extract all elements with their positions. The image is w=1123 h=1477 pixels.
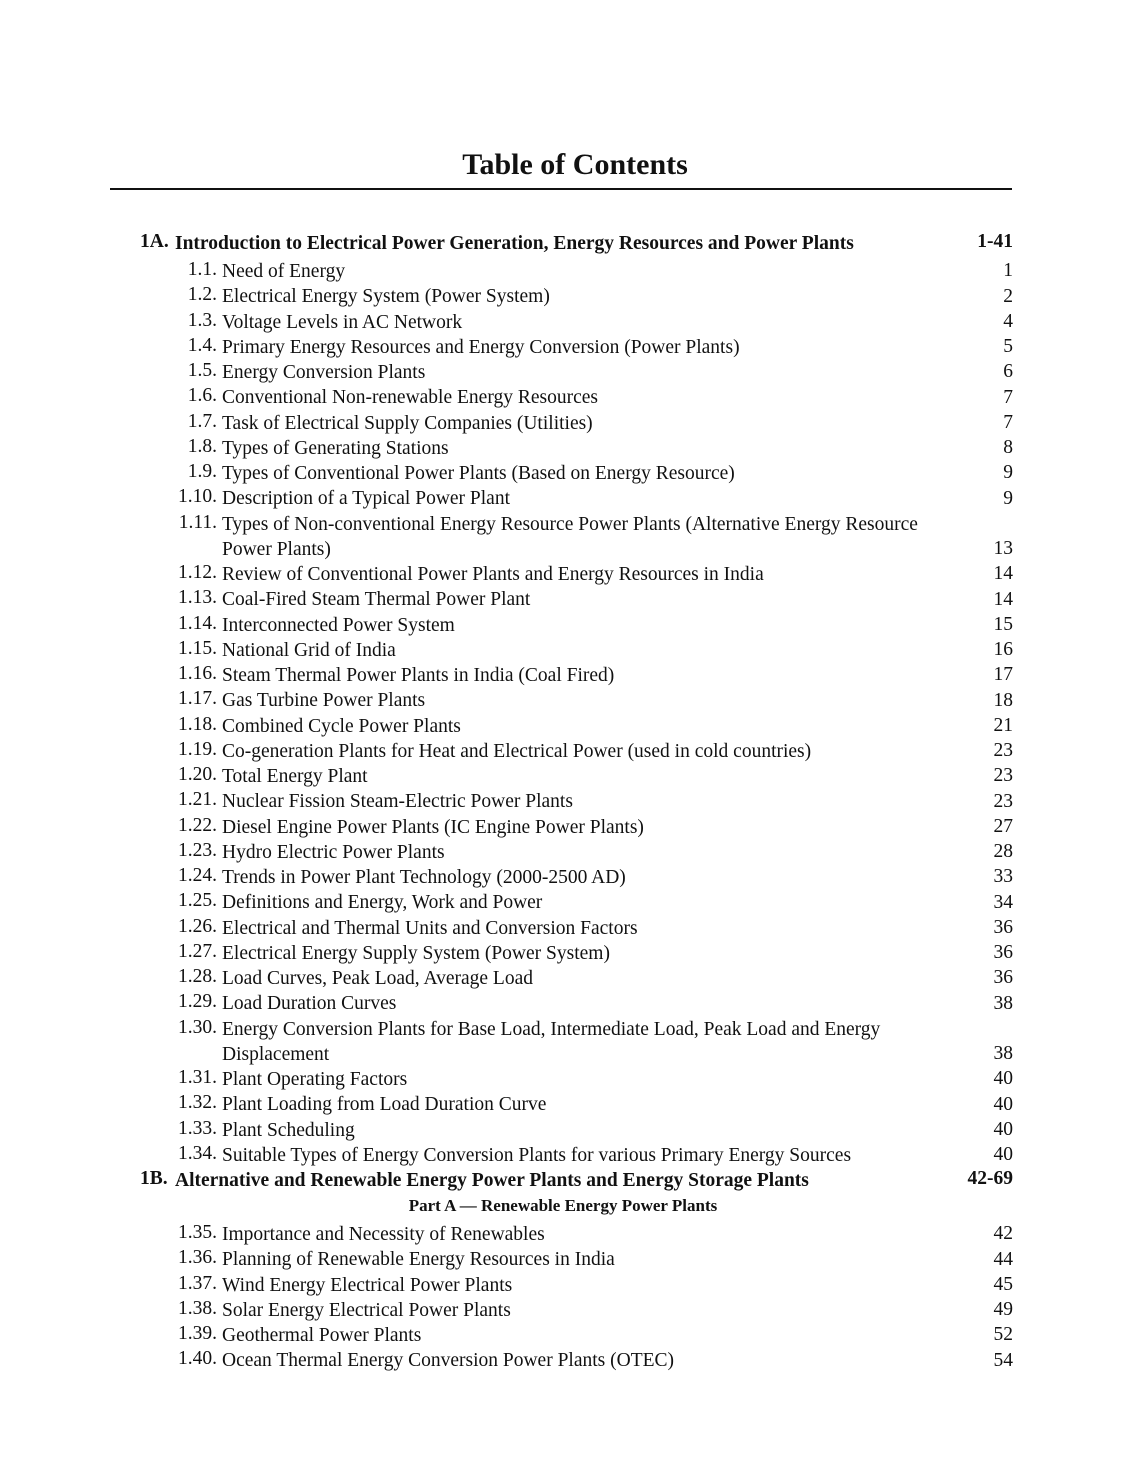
chapter-page-range: 1-41 xyxy=(977,231,1013,252)
entry-title: Electrical and Thermal Units and Conversion Factors xyxy=(222,917,638,939)
toc-entry[interactable] xyxy=(0,712,1123,737)
entry-page-number: 23 xyxy=(993,765,1013,787)
entry-title: Ocean Thermal Energy Conversion Power Plants (OTEC) xyxy=(222,1350,675,1372)
toc-entry[interactable] xyxy=(0,282,1123,307)
toc-entry[interactable] xyxy=(0,939,1123,964)
toc-entry[interactable] xyxy=(0,1116,1123,1141)
part-a-title: Part A — Renewable Energy Power Plants xyxy=(408,1196,718,1215)
entry-page-number: 8 xyxy=(1003,437,1013,458)
entry-number: 1.22. xyxy=(178,814,217,836)
entry-page-number: 1 xyxy=(1003,260,1013,282)
entry-page-number: 14 xyxy=(993,563,1013,585)
toc-entry[interactable] xyxy=(0,560,1123,585)
entry-number: 1.31. xyxy=(178,1067,217,1088)
toc-entry[interactable] xyxy=(0,989,1123,1014)
entry-number: 1.38. xyxy=(178,1297,217,1319)
entry-title: Plant Operating Factors xyxy=(222,1069,408,1090)
entry-number: 1.36. xyxy=(178,1247,217,1269)
entry-number: 1.34. xyxy=(178,1142,217,1164)
toc-entry[interactable] xyxy=(0,434,1123,459)
chapter-1b-entries xyxy=(0,1220,1123,1372)
entry-title: Hydro Electric Power Plants xyxy=(222,841,445,863)
entry-title: National Grid of India xyxy=(222,639,396,661)
entry-page-number: 23 xyxy=(993,740,1013,761)
toc-entry[interactable] xyxy=(0,636,1123,661)
entry-page-number: 2 xyxy=(1003,285,1013,307)
entry-number: 1.20. xyxy=(178,764,217,785)
toc-entry[interactable] xyxy=(0,813,1123,838)
entry-number: 1.28. xyxy=(178,966,217,987)
entry-number: 1.16. xyxy=(178,663,217,684)
entry-title: Voltage Levels in AC Network xyxy=(222,311,463,333)
entry-page-number: 36 xyxy=(993,916,1013,938)
entry-number: 1.12. xyxy=(178,562,217,583)
entry-title: Co-generation Plants for Heat and Electrical Power (used in cold countries) xyxy=(222,740,812,762)
entry-title: Electrical Energy Supply System (Power System) xyxy=(222,942,610,964)
entry-page-number: 13 xyxy=(993,538,1013,559)
entry-number: 1.9. xyxy=(187,461,217,482)
chapter-1b-heading[interactable] xyxy=(0,1166,1123,1194)
entry-number: 1.35. xyxy=(178,1222,217,1243)
toc-entry[interactable] xyxy=(0,661,1123,686)
entry-page-number: 16 xyxy=(993,639,1013,660)
entry-number: 1.40. xyxy=(178,1348,217,1370)
entry-page-number: 36 xyxy=(993,942,1013,963)
page-title: Table of Contents xyxy=(462,148,688,181)
entry-page-number: 38 xyxy=(993,992,1013,1014)
entry-title: Definitions and Energy, Work and Power xyxy=(222,892,543,914)
entry-page-number: 17 xyxy=(993,664,1013,686)
entry-page-number: 49 xyxy=(993,1299,1013,1320)
entry-title: Electrical Energy System (Power System) xyxy=(222,286,550,308)
entry-title: Types of Conventional Power Plants (Based on Energy Resource) xyxy=(222,463,735,484)
entry-number: 1.30. xyxy=(178,1016,217,1038)
entry-number: 1.32. xyxy=(178,1092,217,1114)
entry-number: 1.8. xyxy=(187,435,217,457)
entry-title: Trends in Power Plant Technology (2000-2500 AD) xyxy=(222,867,626,888)
entry-page-number: 18 xyxy=(993,689,1013,711)
entry-title: Solar Energy Electrical Power Plants xyxy=(222,1299,511,1321)
chapter-title: Alternative and Renewable Energy Power Plants and Energy Storage Plants xyxy=(175,1170,809,1191)
entry-title: Load Curves, Peak Load, Average Load xyxy=(222,968,533,989)
entry-title: Importance and Necessity of Renewables xyxy=(222,1224,545,1245)
toc-entry[interactable] xyxy=(0,1015,1123,1066)
entry-number: 1.2. xyxy=(187,284,217,306)
entry-page-number: 9 xyxy=(1003,487,1013,509)
entry-page-number: 45 xyxy=(993,1273,1013,1295)
chapter-1a-heading[interactable] xyxy=(0,229,1123,257)
entry-title: Review of Conventional Power Plants and Energy Resources in India xyxy=(222,564,764,585)
toc-entry[interactable] xyxy=(0,585,1123,610)
entry-number: 1.11. xyxy=(178,511,217,533)
toc-entry[interactable] xyxy=(0,308,1123,333)
entry-page-number: 27 xyxy=(993,815,1013,837)
entry-page-number: 42 xyxy=(993,1223,1013,1245)
entry-page-number: 7 xyxy=(1003,386,1013,408)
entry-title: Steam Thermal Power Plants in India (Coal Fired) xyxy=(222,665,615,686)
entry-title: Conventional Non-renewable Energy Resources xyxy=(222,387,598,409)
entry-number: 1.5. xyxy=(187,360,217,381)
entry-title: Types of Non-conventional Energy Resource Power Plants (Alternative Energy Resource Power Plants) xyxy=(222,513,918,560)
toc-entry[interactable] xyxy=(0,510,1123,561)
entry-page-number: 52 xyxy=(993,1324,1013,1346)
entry-number: 1.14. xyxy=(178,612,217,634)
entry-number: 1.26. xyxy=(178,915,217,937)
entry-page-number: 40 xyxy=(993,1144,1013,1165)
entry-title: Nuclear Fission Steam-Electric Power Plants xyxy=(222,791,573,813)
entry-number: 1.27. xyxy=(178,940,217,962)
chapter-number: 1A. xyxy=(140,231,169,252)
toc-entry[interactable] xyxy=(0,484,1123,509)
toc-entry[interactable] xyxy=(0,787,1123,812)
entry-number: 1.10. xyxy=(178,486,217,508)
toc-entry[interactable] xyxy=(0,686,1123,711)
entry-title: Types of Generating Stations xyxy=(222,437,449,459)
toc-entry[interactable] xyxy=(0,762,1123,787)
entry-title: Geothermal Power Plants xyxy=(222,1325,422,1346)
entry-page-number: 54 xyxy=(993,1349,1013,1371)
entry-title: Need of Energy xyxy=(222,261,346,282)
toc-entry[interactable] xyxy=(0,333,1123,358)
toc-entry[interactable] xyxy=(0,888,1123,913)
entry-number: 1.7. xyxy=(187,410,217,432)
toc-entry[interactable] xyxy=(0,1271,1123,1296)
chapter-number: 1B. xyxy=(140,1168,168,1189)
toc-entry[interactable] xyxy=(0,1220,1123,1245)
toc-entry[interactable] xyxy=(0,1346,1123,1371)
entry-number: 1.17. xyxy=(178,688,217,710)
toc-entry[interactable] xyxy=(0,459,1123,484)
entry-title: Energy Conversion Plants for Base Load, Intermediate Load, Peak Load and Energy Displacement xyxy=(222,1018,881,1065)
entry-number: 1.33. xyxy=(178,1117,217,1139)
entry-title: Plant Loading from Load Duration Curve xyxy=(222,1094,547,1116)
entry-number: 1.3. xyxy=(187,309,217,331)
entry-page-number: 38 xyxy=(993,1043,1013,1064)
toc-entry[interactable] xyxy=(0,1065,1123,1090)
entry-title: Coal-Fired Steam Thermal Power Plant xyxy=(222,589,531,611)
toc-entry[interactable] xyxy=(0,964,1123,989)
entry-page-number: 23 xyxy=(993,790,1013,812)
toc-entry[interactable] xyxy=(0,358,1123,383)
entry-number: 1.19. xyxy=(178,738,217,760)
entry-page-number: 36 xyxy=(993,967,1013,989)
title-divider xyxy=(110,188,1012,190)
entry-title: Primary Energy Resources and Energy Conversion (Power Plants) xyxy=(222,336,740,358)
toc-entry[interactable] xyxy=(0,1321,1123,1346)
entry-page-number: 15 xyxy=(993,613,1013,635)
entry-number: 1.24. xyxy=(178,865,217,886)
entry-title: Description of a Typical Power Plant xyxy=(222,488,511,510)
entry-number: 1.23. xyxy=(178,839,217,861)
toc-entry[interactable] xyxy=(0,914,1123,939)
toc-entry[interactable] xyxy=(0,1245,1123,1270)
entry-title: Plant Scheduling xyxy=(222,1119,355,1141)
entry-page-number: 28 xyxy=(993,841,1013,862)
toc-entry[interactable] xyxy=(0,383,1123,408)
entry-title: Load Duration Curves xyxy=(222,993,397,1015)
toc-entry[interactable] xyxy=(0,838,1123,863)
toc-entry[interactable] xyxy=(0,863,1123,888)
entry-page-number: 4 xyxy=(1003,310,1013,332)
entry-page-number: 7 xyxy=(1003,411,1013,433)
entry-number: 1.13. xyxy=(178,587,217,609)
entry-number: 1.1. xyxy=(187,259,217,280)
toc-entry[interactable] xyxy=(0,1296,1123,1321)
entry-page-number: 34 xyxy=(993,891,1013,913)
toc-entry[interactable] xyxy=(0,257,1123,282)
entry-page-number: 33 xyxy=(993,866,1013,888)
entry-title: Interconnected Power System xyxy=(222,614,455,636)
entry-title: Gas Turbine Power Plants xyxy=(222,690,426,712)
entry-page-number: 5 xyxy=(1003,336,1013,357)
toc-entry[interactable] xyxy=(0,611,1123,636)
part-a-heading xyxy=(0,1194,1123,1220)
entry-page-number: 6 xyxy=(1003,361,1013,383)
entry-number: 1.18. xyxy=(178,713,217,735)
table-of-contents xyxy=(0,229,1123,1372)
chapter-title: Introduction to Electrical Power Generation, Energy Resources and Power Plants xyxy=(175,233,854,254)
entry-number: 1.15. xyxy=(178,637,217,659)
entry-title: Energy Conversion Plants xyxy=(222,362,426,383)
entry-number: 1.39. xyxy=(178,1323,217,1344)
entry-page-number: 40 xyxy=(993,1093,1013,1115)
chapter-page-range: 42-69 xyxy=(967,1168,1013,1189)
entry-number: 1.37. xyxy=(178,1272,217,1294)
toc-entry[interactable] xyxy=(0,409,1123,434)
entry-number: 1.25. xyxy=(178,890,217,912)
entry-number: 1.21. xyxy=(178,789,217,811)
toc-entry[interactable] xyxy=(0,737,1123,762)
entry-page-number: 9 xyxy=(1003,462,1013,484)
entry-number: 1.29. xyxy=(178,991,217,1013)
entry-title: Task of Electrical Supply Companies (Utilities) xyxy=(222,412,593,434)
entry-page-number: 14 xyxy=(993,588,1013,610)
entry-title: Wind Energy Electrical Power Plants xyxy=(222,1274,513,1296)
entry-page-number: 21 xyxy=(993,714,1013,736)
toc-entry[interactable] xyxy=(0,1141,1123,1166)
entry-page-number: 40 xyxy=(993,1118,1013,1140)
chapter-1a-entries xyxy=(0,257,1123,1166)
entry-page-number: 44 xyxy=(993,1248,1013,1270)
entry-number: 1.4. xyxy=(187,334,217,356)
entry-title: Total Energy Plant xyxy=(222,766,368,787)
entry-title: Suitable Types of Energy Conversion Plants for various Primary Energy Sources xyxy=(222,1144,852,1166)
entry-title: Planning of Renewable Energy Resources in India xyxy=(222,1249,615,1271)
entry-title: Diesel Engine Power Plants (IC Engine Power Plants) xyxy=(222,816,644,838)
entry-title: Combined Cycle Power Plants xyxy=(222,715,461,737)
toc-entry[interactable] xyxy=(0,1090,1123,1115)
entry-page-number: 40 xyxy=(993,1068,1013,1090)
entry-number: 1.6. xyxy=(187,385,217,407)
